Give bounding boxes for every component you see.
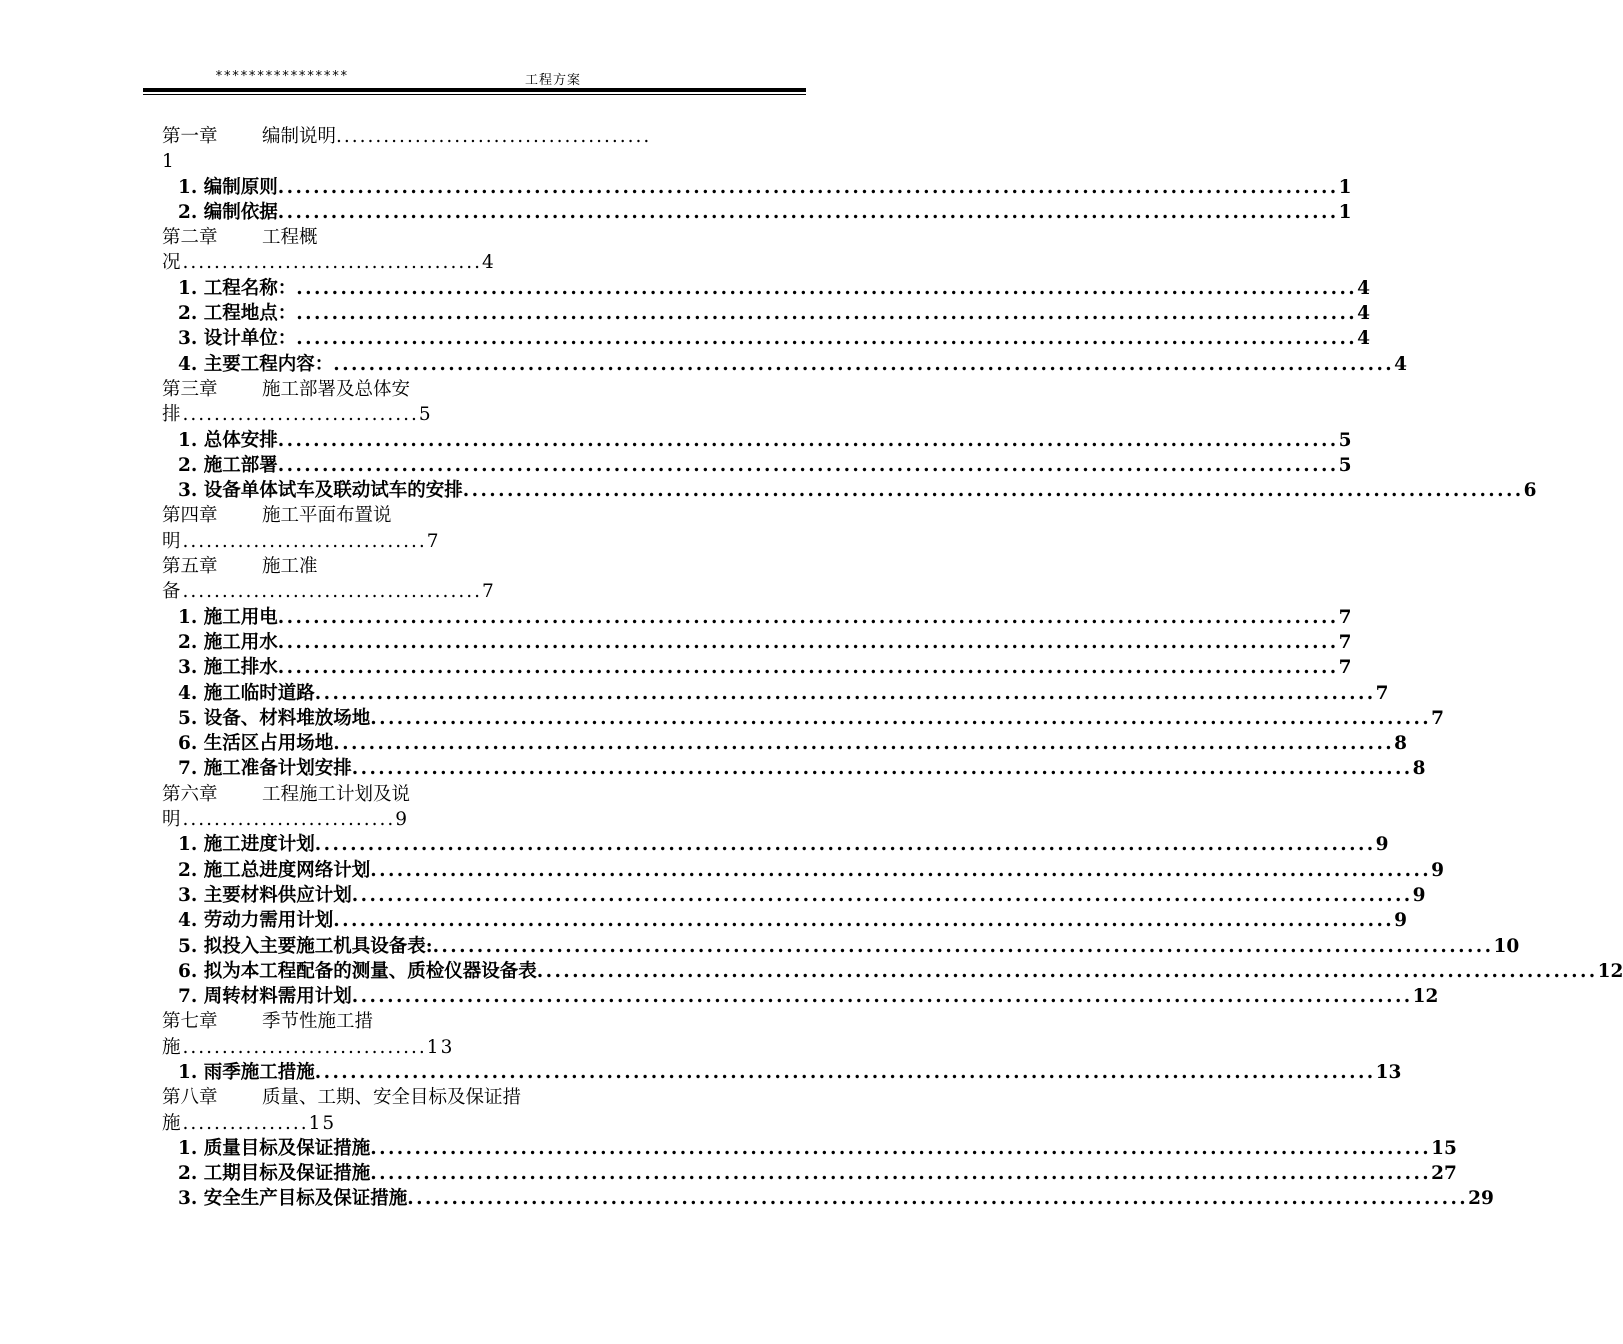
toc-chapter-number: 第六章	[162, 783, 218, 805]
toc-section-page: 9	[1431, 859, 1445, 881]
toc-chapter-line1	[162, 124, 806, 149]
toc-chapter-number: 第一章	[162, 126, 218, 147]
header-title: 工程方案	[525, 73, 582, 88]
toc-section-title: 1. 质量目标及保证措施	[178, 1137, 371, 1159]
toc-section-leader: ........................................................................................................................	[432, 935, 1494, 957]
toc-chapter-title: 施工部署及总体安	[262, 378, 411, 400]
toc-section-page: 8	[1412, 758, 1426, 780]
toc-section[interactable]	[162, 276, 1371, 301]
toc-section-title: 3. 设备单体试车及联动试车的安排	[178, 480, 463, 502]
toc-chapter-number: 第二章	[162, 227, 218, 249]
toc-chapter[interactable]	[162, 554, 806, 605]
toc-section[interactable]	[162, 301, 1371, 326]
toc-section-page: 7	[1338, 606, 1352, 628]
toc-chapter-number: 第三章	[162, 378, 218, 400]
toc-chapter-line1	[162, 554, 806, 579]
toc-section-page: 7	[1375, 682, 1389, 704]
toc-section[interactable]	[162, 731, 1408, 756]
toc-chapter-number: 第五章	[162, 556, 218, 578]
toc-chapter-title: 季节性施工措	[262, 1011, 374, 1033]
toc-section-page: 5	[1338, 454, 1352, 476]
toc-section[interactable]	[162, 756, 1426, 781]
toc-chapter-line2: 施................15	[162, 1112, 337, 1134]
toc-section[interactable]	[162, 428, 1352, 453]
toc-section[interactable]	[162, 883, 1426, 908]
toc-chapter-number: 第四章	[162, 505, 218, 527]
toc-chapter-title: 质量、工期、安全目标及保证措	[262, 1087, 522, 1109]
toc-chapter[interactable]	[162, 377, 806, 428]
toc-section[interactable]	[162, 959, 1623, 984]
toc-chapter-line1	[162, 225, 806, 250]
toc-section[interactable]	[162, 706, 1445, 731]
toc-chapter[interactable]	[162, 124, 806, 175]
toc-section[interactable]	[162, 200, 1352, 225]
toc-chapter-title: 工程概	[262, 227, 318, 249]
header-rule-thick	[143, 88, 806, 92]
toc-chapter-line1	[162, 782, 806, 807]
toc-section[interactable]	[162, 175, 1352, 200]
toc-section-title: 7. 施工准备计划安排	[178, 758, 352, 780]
toc-section[interactable]	[162, 1186, 1494, 1211]
toc-section-page: 12	[1597, 960, 1623, 982]
toc-section[interactable]	[162, 605, 1352, 630]
toc-section-title: 2. 工程地点：	[178, 303, 297, 325]
toc-section-title: 1. 编制原则	[178, 176, 278, 198]
toc-chapter-number: 第七章	[162, 1011, 218, 1033]
toc-section-leader: ........................................................................................................................	[370, 859, 1432, 881]
header-left-text: ****************	[215, 69, 349, 84]
toc-section-title: 2. 施工部署	[178, 454, 278, 476]
toc-section-page: 9	[1412, 884, 1426, 906]
toc-chapter-line2: 明...............................7	[162, 530, 441, 552]
toc-section-leader: ........................................................................................................................	[314, 682, 1376, 704]
toc-section-leader: ........................................................................................................................	[333, 733, 1395, 755]
toc-section-leader: ........................................................................................................................	[296, 328, 1358, 350]
toc-section-page: 15	[1431, 1137, 1457, 1159]
toc-chapter[interactable]	[162, 782, 806, 833]
toc-chapter-line2: 况......................................4	[162, 252, 496, 274]
toc-section[interactable]	[162, 326, 1371, 351]
toc-section[interactable]	[162, 1136, 1457, 1161]
toc-section-page: 4	[1357, 328, 1371, 350]
toc-section[interactable]	[162, 681, 1389, 706]
toc-section-page: 13	[1375, 1061, 1402, 1083]
toc-section-page: 1	[1338, 201, 1352, 223]
toc-chapter-line1	[162, 1009, 806, 1034]
toc-section[interactable]	[162, 1060, 1402, 1085]
toc-section-page: 1	[1338, 176, 1352, 198]
toc-section-title: 6. 生活区占用场地	[178, 733, 334, 755]
toc-section[interactable]	[162, 453, 1352, 478]
toc-chapter-line2: 施...............................13	[162, 1036, 455, 1058]
page-header	[143, 66, 806, 96]
toc-chapter-line1	[162, 377, 806, 402]
toc-section-leader: ........................................................................................................................	[333, 353, 1395, 375]
toc-section-leader: ........................................................................................................................	[277, 606, 1339, 628]
toc-section-leader: ........................................................................................................................	[296, 303, 1358, 325]
toc-section-title: 2. 编制依据	[178, 201, 278, 223]
toc-section-leader: ........................................................................................................................	[333, 910, 1395, 932]
toc-section-leader: ........................................................................................................................	[277, 429, 1339, 451]
toc-section-page: 9	[1394, 910, 1408, 932]
toc-section-title: 3. 设计单位：	[178, 328, 297, 350]
toc-section-title: 6. 拟为本工程配备的测量、质检仪器设备表	[178, 960, 537, 982]
table-of-contents	[162, 124, 1623, 1212]
toc-section-page: 4	[1357, 277, 1371, 299]
toc-chapter-line1	[162, 1085, 806, 1110]
toc-section-leader: ........................................................................................................................	[407, 1188, 1469, 1210]
toc-section-title: 2. 施工用水	[178, 631, 278, 653]
toc-section-leader: ........................................................................................................................	[370, 1163, 1432, 1185]
toc-section-title: 1. 雨季施工措施	[178, 1061, 315, 1083]
toc-section-title: 1. 施工用电	[178, 606, 278, 628]
toc-section-title: 4. 施工临时道路	[178, 682, 315, 704]
toc-chapter[interactable]	[162, 503, 806, 554]
toc-section-page: 10	[1493, 935, 1520, 957]
toc-section-leader: ........................................................................................................................	[370, 707, 1432, 729]
toc-section[interactable]	[162, 908, 1408, 933]
toc-section-leader: ........................................................................................................................	[314, 834, 1376, 856]
toc-chapter-line2: 排..............................5	[162, 404, 433, 426]
toc-section-title: 1. 施工进度计划	[178, 834, 315, 856]
toc-section-page: 4	[1394, 353, 1408, 375]
toc-section-leader: ........................................................................................................................	[536, 960, 1598, 982]
toc-chapter-line1	[162, 503, 806, 528]
toc-section-leader: ........................................................................................................................	[370, 1137, 1432, 1159]
toc-section-page: 12	[1412, 986, 1439, 1008]
toc-section[interactable]	[162, 478, 1537, 503]
toc-section-title: 5. 拟投入主要施工机具设备表:	[178, 935, 433, 957]
toc-section[interactable]	[162, 352, 1408, 377]
toc-section[interactable]	[162, 832, 1389, 857]
toc-section-leader: ........................................................................................................................	[277, 176, 1339, 198]
toc-section-leader: ........................................................................................................................	[314, 1061, 1376, 1083]
header-rule-thin	[143, 94, 806, 95]
toc-section-page: 27	[1431, 1163, 1457, 1185]
toc-chapter-title: 编制说明	[262, 126, 337, 147]
toc-section-leader: ........................................................................................................................	[277, 454, 1339, 476]
toc-section-leader: ........................................................................................................................	[277, 657, 1339, 679]
toc-section-page: 7	[1431, 707, 1445, 729]
toc-section-title: 4. 劳动力需用计划	[178, 910, 334, 932]
toc-chapter-title: 施工准	[262, 556, 318, 578]
toc-chapter-dots: ........................................	[336, 126, 652, 147]
toc-chapter-line2: 1	[162, 151, 176, 173]
toc-chapter[interactable]	[162, 1009, 806, 1060]
toc-section-page: 29	[1468, 1188, 1494, 1210]
toc-section-leader: ........................................................................................................................	[351, 986, 1413, 1008]
toc-section-leader: ........................................................................................................................	[351, 884, 1413, 906]
toc-section[interactable]	[162, 630, 1352, 655]
toc-section-title: 7. 周转材料需用计划	[178, 986, 352, 1008]
toc-section-leader: ........................................................................................................................	[277, 201, 1339, 223]
toc-section[interactable]	[162, 858, 1445, 883]
toc-section-title: 4. 主要工程内容：	[178, 353, 334, 375]
toc-section[interactable]	[162, 984, 1439, 1009]
toc-section-page: 6	[1523, 480, 1537, 502]
toc-section-title: 1. 总体安排	[178, 429, 278, 451]
toc-section-page: 7	[1338, 631, 1352, 653]
toc-section-page: 4	[1357, 303, 1371, 325]
toc-section-page: 8	[1394, 733, 1408, 755]
toc-section-title: 3. 施工排水	[178, 657, 278, 679]
toc-section-page: 9	[1375, 834, 1389, 856]
toc-section[interactable]	[162, 1161, 1457, 1186]
toc-chapter-line2: 明...........................9	[162, 809, 410, 831]
toc-section-leader: ........................................................................................................................	[351, 758, 1413, 780]
toc-section[interactable]	[162, 934, 1520, 959]
toc-chapter[interactable]	[162, 225, 806, 276]
toc-section-page: 7	[1338, 657, 1352, 679]
toc-section-title: 2. 工期目标及保证措施	[178, 1163, 371, 1185]
toc-section-leader: ........................................................................................................................	[462, 480, 1524, 502]
toc-section-leader: ........................................................................................................................	[277, 631, 1339, 653]
toc-chapter-number: 第八章	[162, 1087, 218, 1109]
toc-section-leader: ........................................................................................................................	[296, 277, 1358, 299]
toc-section-title: 3. 安全生产目标及保证措施	[178, 1188, 408, 1210]
toc-section-page: 5	[1338, 429, 1352, 451]
toc-chapter-title: 工程施工计划及说	[262, 783, 411, 805]
toc-section-title: 3. 主要材料供应计划	[178, 884, 352, 906]
toc-section-title: 5. 设备、材料堆放场地	[178, 707, 371, 729]
toc-section[interactable]	[162, 655, 1352, 680]
toc-section-title: 1. 工程名称：	[178, 277, 297, 299]
toc-chapter[interactable]	[162, 1085, 806, 1136]
toc-section-title: 2. 施工总进度网络计划	[178, 859, 371, 881]
toc-chapter-line2: 备......................................7	[162, 581, 496, 603]
toc-chapter-title: 施工平面布置说	[262, 505, 392, 527]
